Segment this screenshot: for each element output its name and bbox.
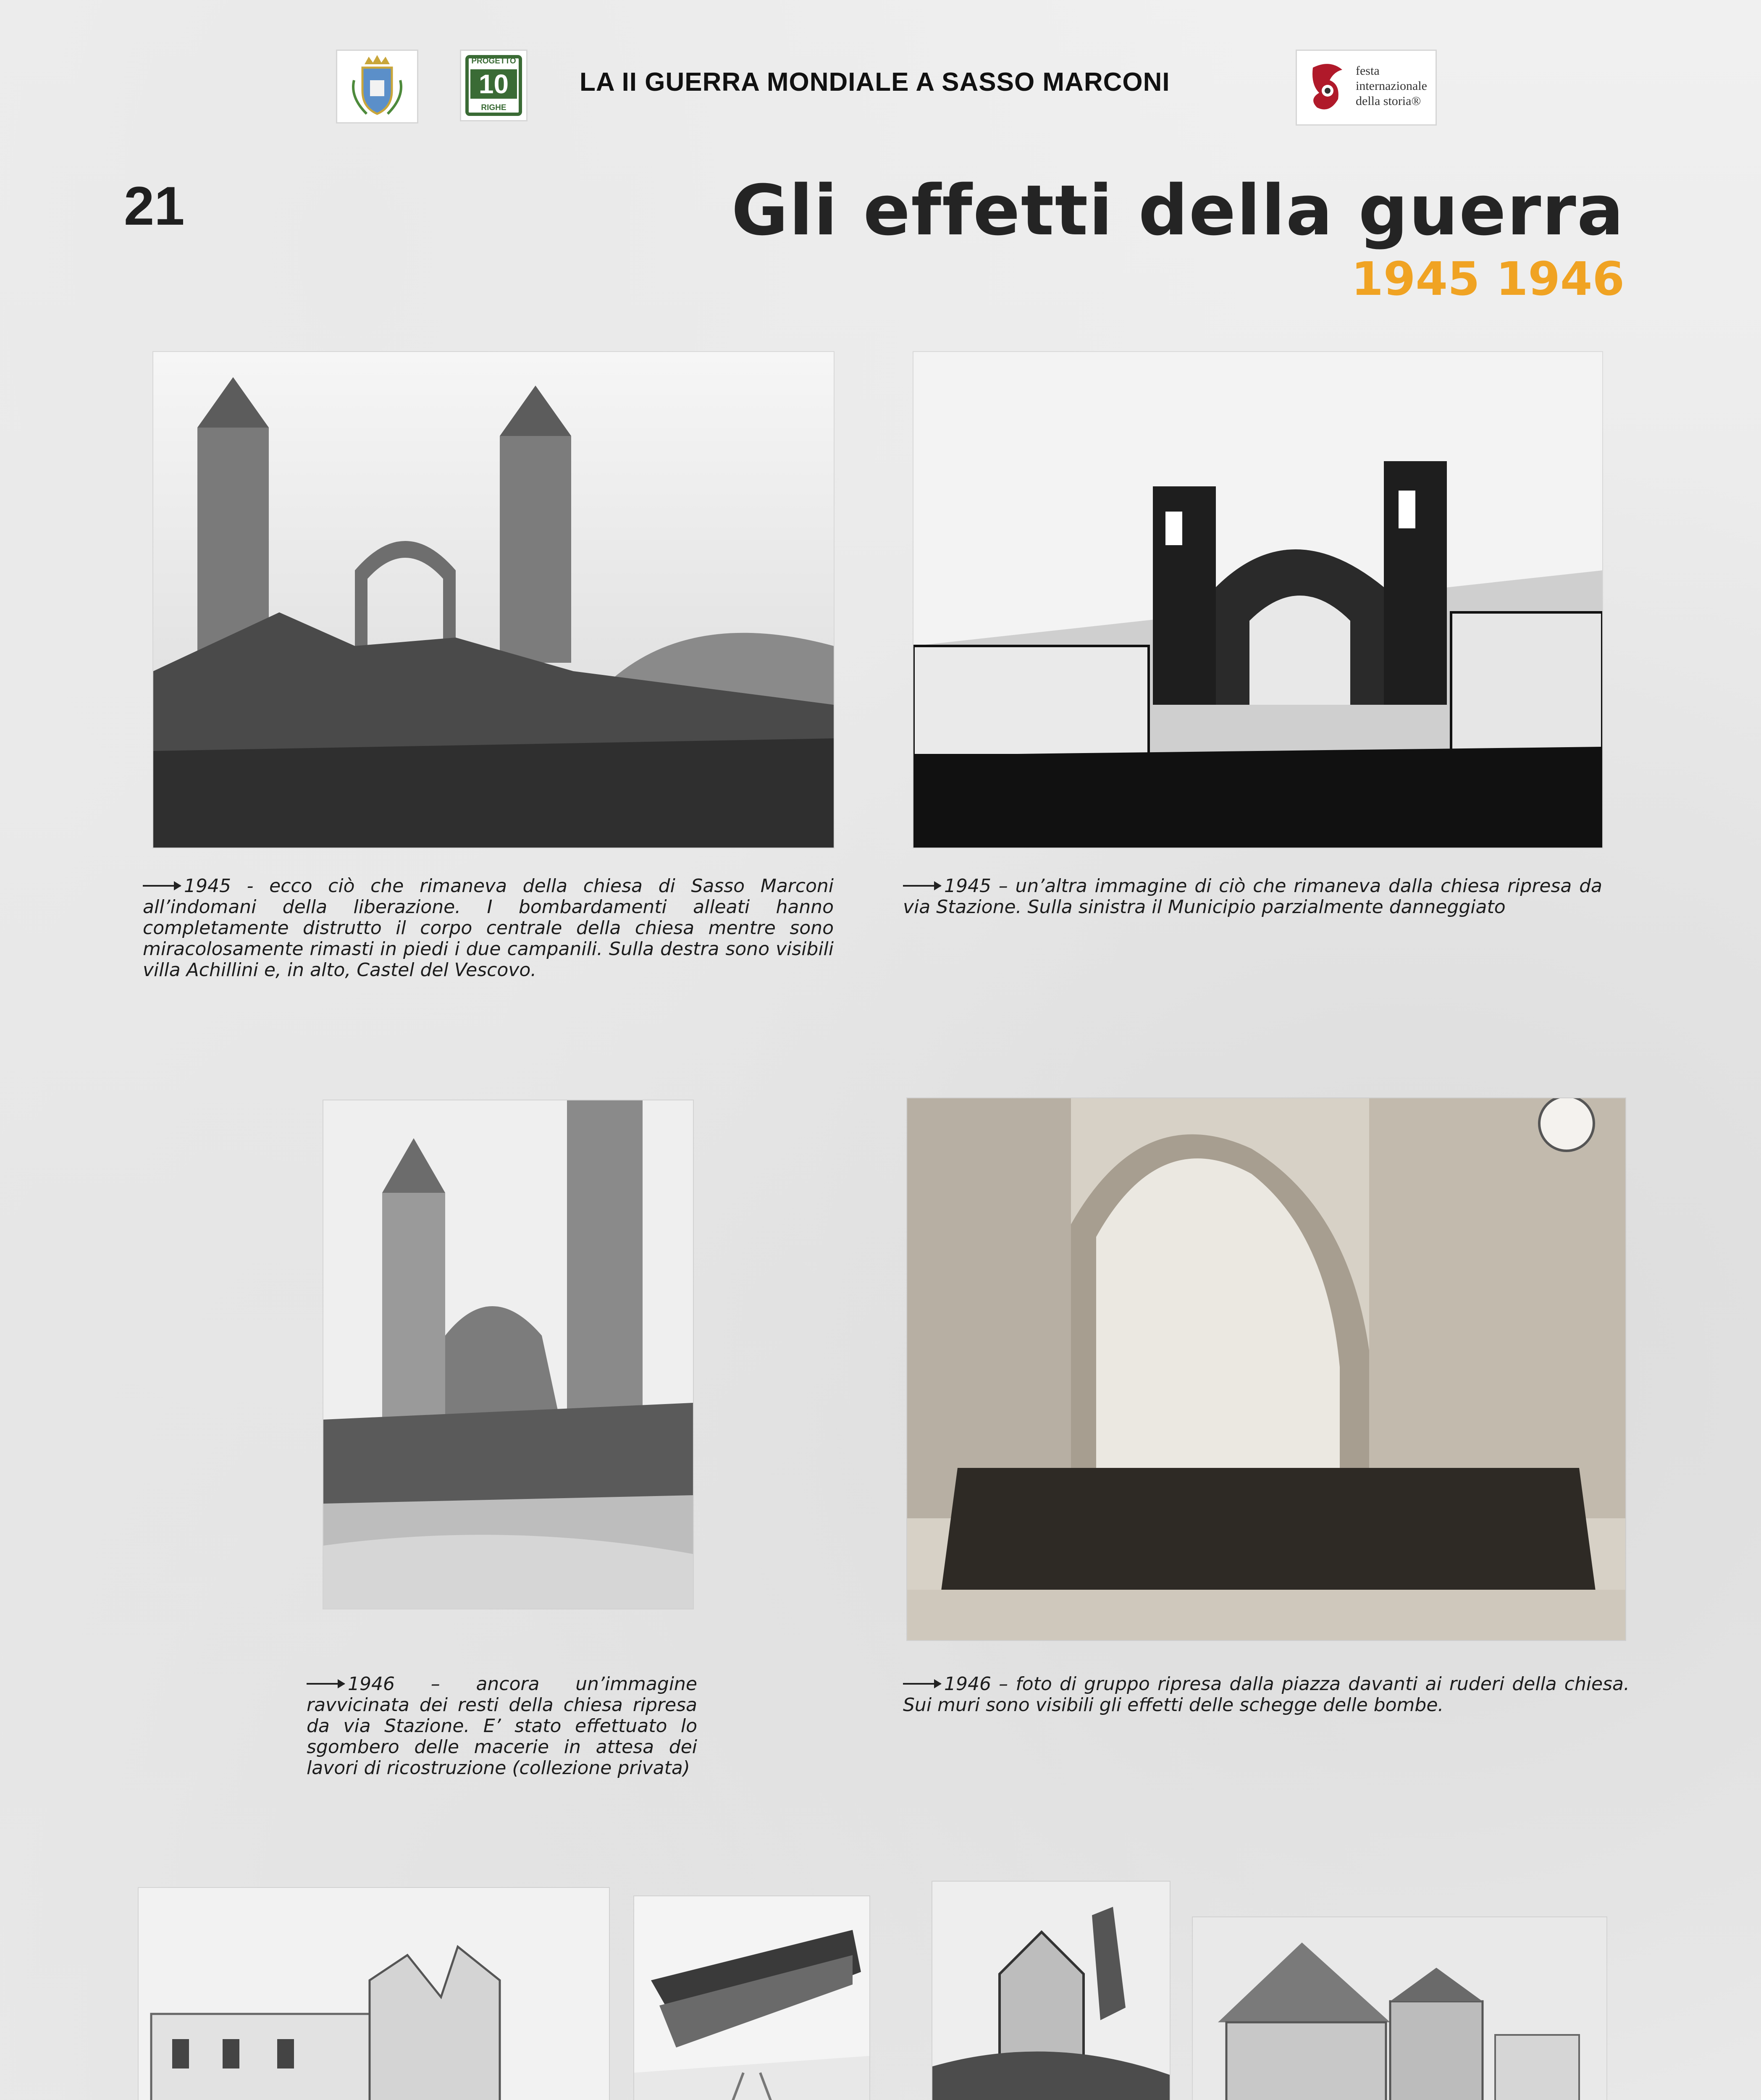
progetto-number: 10 [470,69,517,99]
panel-number: 21 [124,175,185,236]
caption-church-closeup-1946 [307,1674,697,1779]
festa-line-1: festa [1356,64,1380,78]
photo-group-piazza-1946 [907,1098,1625,1640]
arrow-icon [903,1683,941,1685]
arrow-icon [307,1683,344,1685]
righe-label: RIGHE [481,103,507,112]
festa-line-3: della storia® [1356,94,1421,108]
page-title: Gli effetti della guerra [731,170,1625,251]
page-subtitle: 1945 1946 [1351,252,1625,306]
caption-group-piazza-1946 [903,1674,1630,1716]
festa-mark-icon [1304,59,1351,116]
arrow-icon [903,885,941,887]
photo-church-via-stazione-1945 [913,352,1602,848]
comune-crest-logo [336,50,418,123]
caption-text: 1945 - ecco ciò che rimaneva della chiesa di Sasso Marconi all’indomani della liberazione. I bombardamenti alleati hanno completamente distrutto il corpo centrale della chiesa mentre sono miracolosamente rimasti in piedi i due campanili. Sulla destra sono visibili villa Achillini e, in alto, Castel del Vescovo. [143,875,834,981]
caption-text: 1946 – foto di gruppo ripresa dalla piazza davanti ai ruderi della chiesa. Sui muri sono visibili gli effetti delle schegge delle bombe. [903,1673,1630,1716]
photo-villa-marini-1946 [139,1888,609,2100]
arrow-icon [143,885,181,887]
progetto-10-righe-logo [460,50,528,121]
header-title: LA II GUERRA MONDIALE A SASSO MARCONI [580,68,1170,97]
festa-storia-logo [1296,50,1437,126]
festa-line-2: internazionale [1356,79,1427,93]
progetto-label: PROGETTO [471,57,516,66]
caption-text: 1946 – ancora un’immagine ravvicinata dei resti della chiesa ripresa da via Stazione. E’ stato effettuato lo sgombero delle macerie in attesa dei lavori di ricostruzione (collezione privata) [307,1673,697,1779]
photo-church-ruins-1945 [153,352,834,848]
caption-church-via-stazione-1945 [903,876,1602,918]
photo-church-closeup-1946 [323,1100,693,1609]
caption-church-ruins-1945 [143,876,834,981]
photo-stazione-1945 [634,1896,869,2100]
photo-villino-elvezia-rubble-1946 [932,1882,1170,2100]
photo-villino-elvezia-before [1193,1917,1606,2100]
caption-text: 1945 – un’altra immagine di ciò che rimaneva dalla chiesa ripresa da via Stazione. Sulla sinistra il Municipio parzialmente danneggiato [903,875,1602,918]
crest-icon [337,51,417,122]
